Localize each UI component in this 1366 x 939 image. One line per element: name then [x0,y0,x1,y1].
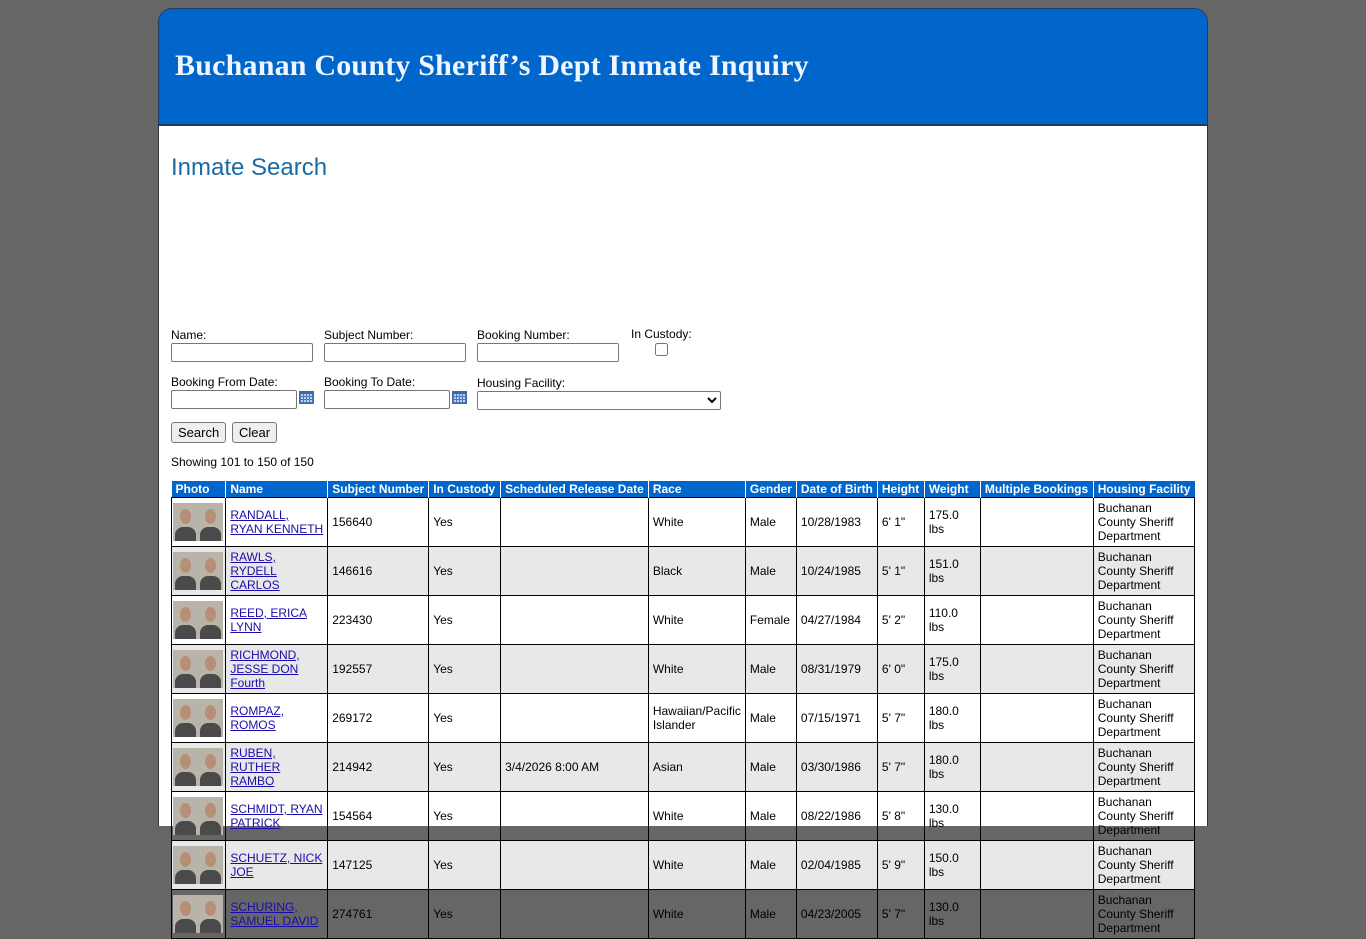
inmate-name-link[interactable]: RICHMOND, JESSE DON Fourth [230,648,300,690]
height-cell: 5' 1" [877,547,924,596]
inmate-name-link[interactable]: RANDALL, RYAN KENNETH [230,508,324,536]
multiple-bookings-cell [980,596,1093,645]
booking-number-field-group [477,328,619,362]
dob-cell: 08/31/1979 [796,645,877,694]
inmate-name-link[interactable]: ROMPAZ, ROMOS [230,704,285,732]
name-cell [226,547,328,596]
subject-number-field-group [324,328,466,362]
release-date-cell [501,547,649,596]
gender-cell: Male [745,547,796,596]
gender-cell: Female [745,596,796,645]
table-row [172,498,1195,547]
inmate-name-link[interactable]: RUBEN, RUTHER RAMBO [230,746,281,788]
dob-cell: 02/04/1985 [796,841,877,890]
race-cell: White [648,792,745,841]
main-content [158,126,1208,935]
mugshot-image[interactable] [173,650,223,688]
calendar-icon[interactable] [452,391,467,404]
table-row [172,694,1195,743]
page-container [158,8,1208,935]
height-cell: 5' 8" [877,792,924,841]
release-date-cell [501,645,649,694]
housing-facility-cell: Buchanan County Sheriff Department [1093,890,1194,939]
gender-cell: Male [745,694,796,743]
name-input[interactable] [171,343,313,362]
gender-cell: Male [745,841,796,890]
name-cell [226,743,328,792]
subject-number-label: Subject Number: [324,328,414,342]
in-custody-label: In Custody: [631,327,692,341]
race-cell: Black [648,547,745,596]
housing-facility-cell: Buchanan County Sheriff Department [1093,694,1194,743]
column-header-dob: Date of Birth [796,481,877,498]
photo-cell [172,596,226,645]
multiple-bookings-cell [980,743,1093,792]
subject-number-cell: 154564 [328,792,429,841]
race-cell: White [648,498,745,547]
table-row [172,743,1195,792]
race-cell: White [648,890,745,939]
housing-facility-cell: Buchanan County Sheriff Department [1093,547,1194,596]
mugshot-image[interactable] [173,503,223,541]
name-cell [226,792,328,841]
multiple-bookings-cell [980,645,1093,694]
booking-from-date-label: Booking From Date: [171,375,278,389]
table-row [172,645,1195,694]
height-cell: 5' 7" [877,743,924,792]
in-custody-checkbox[interactable] [655,343,668,356]
in-custody-cell: Yes [429,596,501,645]
gender-cell: Male [745,890,796,939]
table-header-row [172,481,1195,498]
subject-number-cell: 223430 [328,596,429,645]
booking-to-date-field-group [324,375,467,409]
name-cell [226,890,328,939]
housing-facility-cell: Buchanan County Sheriff Department [1093,498,1194,547]
weight-cell: 130.0 lbs [924,890,980,939]
gender-cell: Male [745,792,796,841]
name-cell [226,694,328,743]
clear-button[interactable]: Clear [232,422,277,443]
mugshot-image[interactable] [173,846,223,884]
dob-cell: 07/15/1971 [796,694,877,743]
height-cell: 5' 7" [877,890,924,939]
multiple-bookings-cell [980,694,1093,743]
multiple-bookings-cell [980,547,1093,596]
inmate-name-link[interactable]: SCHUETZ, NICK JOE [230,851,323,879]
results-count: Showing 101 to 150 of 150 [171,455,314,469]
table-row [172,596,1195,645]
name-cell [226,841,328,890]
weight-cell: 175.0 lbs [924,498,980,547]
photo-cell [172,694,226,743]
subject-number-cell: 269172 [328,694,429,743]
weight-cell: 180.0 lbs [924,743,980,792]
dob-cell: 04/23/2005 [796,890,877,939]
column-header-photo: Photo [172,481,226,498]
weight-cell: 151.0 lbs [924,547,980,596]
photo-cell [172,547,226,596]
photo-cell [172,743,226,792]
in-custody-cell: Yes [429,547,501,596]
booking-number-label: Booking Number: [477,328,570,342]
search-button[interactable]: Search [171,422,226,443]
multiple-bookings-cell [980,792,1093,841]
subject-number-cell: 192557 [328,645,429,694]
booking-to-date-input[interactable] [324,390,450,409]
dob-cell: 04/27/1984 [796,596,877,645]
height-cell: 5' 2" [877,596,924,645]
site-title: Buchanan County Sheriff’s Dept Inmate Inquiry [175,49,809,82]
calendar-icon[interactable] [299,391,314,404]
mugshot-image[interactable] [173,797,223,835]
subject-number-cell: 214942 [328,743,429,792]
multiple-bookings-cell [980,841,1093,890]
subject-number-input[interactable] [324,343,466,362]
dob-cell: 10/28/1983 [796,498,877,547]
housing-facility-field-group [477,376,721,410]
table-row [172,792,1195,841]
mugshot-image[interactable] [173,895,223,933]
height-cell: 5' 9" [877,841,924,890]
photo-cell [172,645,226,694]
name-cell [226,596,328,645]
dob-cell: 10/24/1985 [796,547,877,596]
housing-facility-cell: Buchanan County Sheriff Department [1093,645,1194,694]
mugshot-image[interactable] [173,552,223,590]
release-date-cell [501,694,649,743]
name-cell [226,645,328,694]
release-date-cell [501,498,649,547]
mugshot-image[interactable] [173,601,223,639]
race-cell: Hawaiian/Pacific Islander [648,694,745,743]
photo-cell [172,841,226,890]
in-custody-cell: Yes [429,792,501,841]
race-cell: White [648,596,745,645]
photo-cell [172,792,226,841]
housing-facility-cell: Buchanan County Sheriff Department [1093,792,1194,841]
in-custody-cell: Yes [429,890,501,939]
booking-from-date-input[interactable] [171,390,297,409]
column-header-multiple-bookings: Multiple Bookings [980,481,1093,498]
inmate-name-link[interactable]: RAWLS, RYDELL CARLOS [230,550,280,592]
subject-number-cell: 156640 [328,498,429,547]
column-header-height: Height [877,481,924,498]
column-header-release-date: Scheduled Release Date [501,481,649,498]
column-header-subject-number: Subject Number [328,481,429,498]
column-header-race: Race [648,481,745,498]
gender-cell: Male [745,743,796,792]
inmate-name-link[interactable]: SCHMIDT, RYAN PATRICK [230,802,323,830]
inmate-name-link[interactable]: SCHURING, SAMUEL DAVID [230,900,319,928]
weight-cell: 110.0 lbs [924,596,980,645]
weight-cell: 130.0 lbs [924,792,980,841]
subject-number-cell: 274761 [328,890,429,939]
booking-number-input[interactable] [477,343,619,362]
in-custody-cell: Yes [429,645,501,694]
column-header-housing-facility: Housing Facility [1093,481,1194,498]
column-header-name: Name [226,481,328,498]
name-label: Name: [171,328,207,342]
weight-cell: 175.0 lbs [924,645,980,694]
in-custody-cell: Yes [429,841,501,890]
height-cell: 5' 7" [877,694,924,743]
in-custody-field-group [631,327,692,359]
height-cell: 6' 0" [877,645,924,694]
subject-number-cell: 147125 [328,841,429,890]
header-banner [158,8,1208,126]
inmate-name-link[interactable]: REED, ERICA LYNN [230,606,307,634]
table-row [172,890,1195,939]
multiple-bookings-cell [980,498,1093,547]
column-header-weight: Weight [924,481,980,498]
housing-facility-select[interactable] [477,391,721,410]
race-cell: White [648,841,745,890]
page-title: Inmate Search [171,154,328,181]
booking-to-date-label: Booking To Date: [324,375,416,389]
weight-cell: 150.0 lbs [924,841,980,890]
release-date-cell [501,596,649,645]
release-date-cell: 3/4/2026 8:00 AM [501,743,649,792]
housing-facility-cell: Buchanan County Sheriff Department [1093,596,1194,645]
dob-cell: 08/22/1986 [796,792,877,841]
housing-facility-label: Housing Facility: [477,376,566,390]
mugshot-image[interactable] [173,748,223,786]
name-cell [226,498,328,547]
release-date-cell [501,792,649,841]
gender-cell: Male [745,498,796,547]
column-header-in-custody: In Custody [429,481,501,498]
release-date-cell [501,890,649,939]
subject-number-cell: 146616 [328,547,429,596]
multiple-bookings-cell [980,890,1093,939]
weight-cell: 180.0 lbs [924,694,980,743]
mugshot-image[interactable] [173,699,223,737]
race-cell: Asian [648,743,745,792]
column-header-gender: Gender [745,481,796,498]
name-field-group [171,328,313,362]
in-custody-cell: Yes [429,743,501,792]
release-date-cell [501,841,649,890]
gender-cell: Male [745,645,796,694]
results-table [171,481,1195,939]
booking-from-date-field-group [171,375,314,409]
height-cell: 6' 1" [877,498,924,547]
housing-facility-cell: Buchanan County Sheriff Department [1093,743,1194,792]
photo-cell [172,498,226,547]
table-row [172,841,1195,890]
housing-facility-cell: Buchanan County Sheriff Department [1093,841,1194,890]
in-custody-cell: Yes [429,498,501,547]
in-custody-cell: Yes [429,694,501,743]
dob-cell: 03/30/1986 [796,743,877,792]
table-row [172,547,1195,596]
photo-cell [172,890,226,939]
race-cell: White [648,645,745,694]
